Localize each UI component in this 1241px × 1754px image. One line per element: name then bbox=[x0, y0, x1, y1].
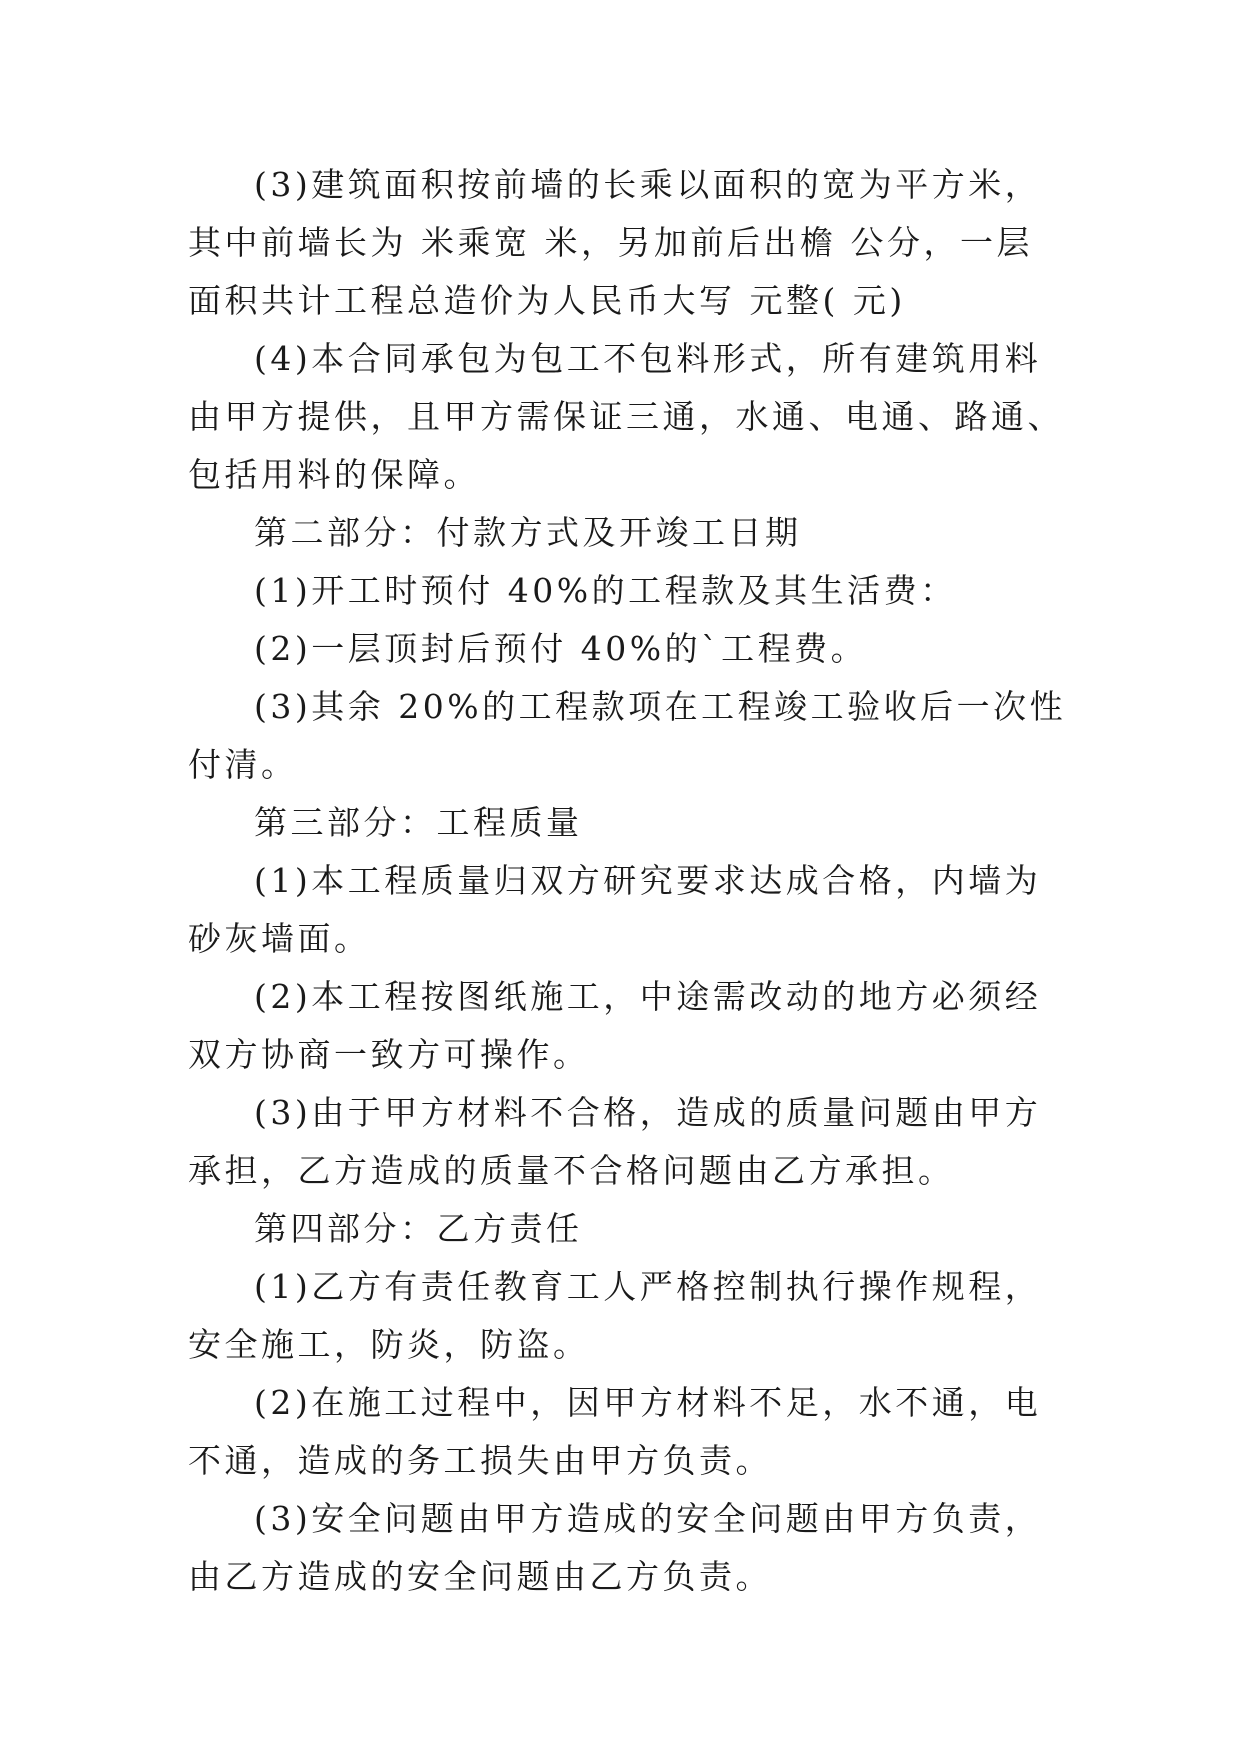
paragraph-party-b-2: (2)在施工过程中，因甲方材料不足，水不通，电不通，造成的务工损失由甲方负责。 bbox=[188, 1383, 1042, 1480]
paragraph-building-area: (3)建筑面积按前墙的长乘以面积的宽为平方米，其中前墙长为 米乘宽 米，另加前后出檐 公分，一层面积共计工程总造价为人民币大写 元整( 元) bbox=[188, 165, 1042, 320]
paragraph-payment-3: (3)其余 20%的工程款项在工程竣工验收后一次性付清。 bbox=[188, 687, 1067, 784]
section-heading-quality: 第三部分：工程质量 bbox=[254, 803, 583, 842]
paragraph-contract-form: (4)本合同承包为包工不包料形式，所有建筑用料由甲方提供，且甲方需保证三通，水通、电通、路通、包括用料的保障。 bbox=[188, 339, 1064, 494]
paragraph-payment-1: (1)开工时预付 40%的工程款及其生活费： bbox=[254, 571, 957, 610]
paragraph-quality-2: (2)本工程按图纸施工，中途需改动的地方必须经双方协商一致方可操作。 bbox=[188, 977, 1042, 1074]
paragraph-payment-2: (2)一层顶封后预付 40%的`工程费。 bbox=[254, 629, 868, 668]
paragraph-quality-3: (3)由于甲方材料不合格，造成的质量问题由甲方承担，乙方造成的质量不合格问题由乙方承担。 bbox=[188, 1093, 1042, 1190]
document-body bbox=[188, 156, 1068, 1606]
paragraph-party-b-1: (1)乙方有责任教育工人严格控制执行操作规程，安全施工，防炎，防盗。 bbox=[188, 1267, 1042, 1364]
paragraph-party-b-3: (3)安全问题由甲方造成的安全问题由甲方负责，由乙方造成的安全问题由乙方负责。 bbox=[188, 1499, 1042, 1596]
section-heading-party-b: 第四部分：乙方责任 bbox=[254, 1209, 583, 1248]
paragraph-quality-1: (1)本工程质量归双方研究要求达成合格，内墙为砂灰墙面。 bbox=[188, 861, 1042, 958]
section-heading-payment: 第二部分：付款方式及开竣工日期 bbox=[254, 513, 802, 552]
